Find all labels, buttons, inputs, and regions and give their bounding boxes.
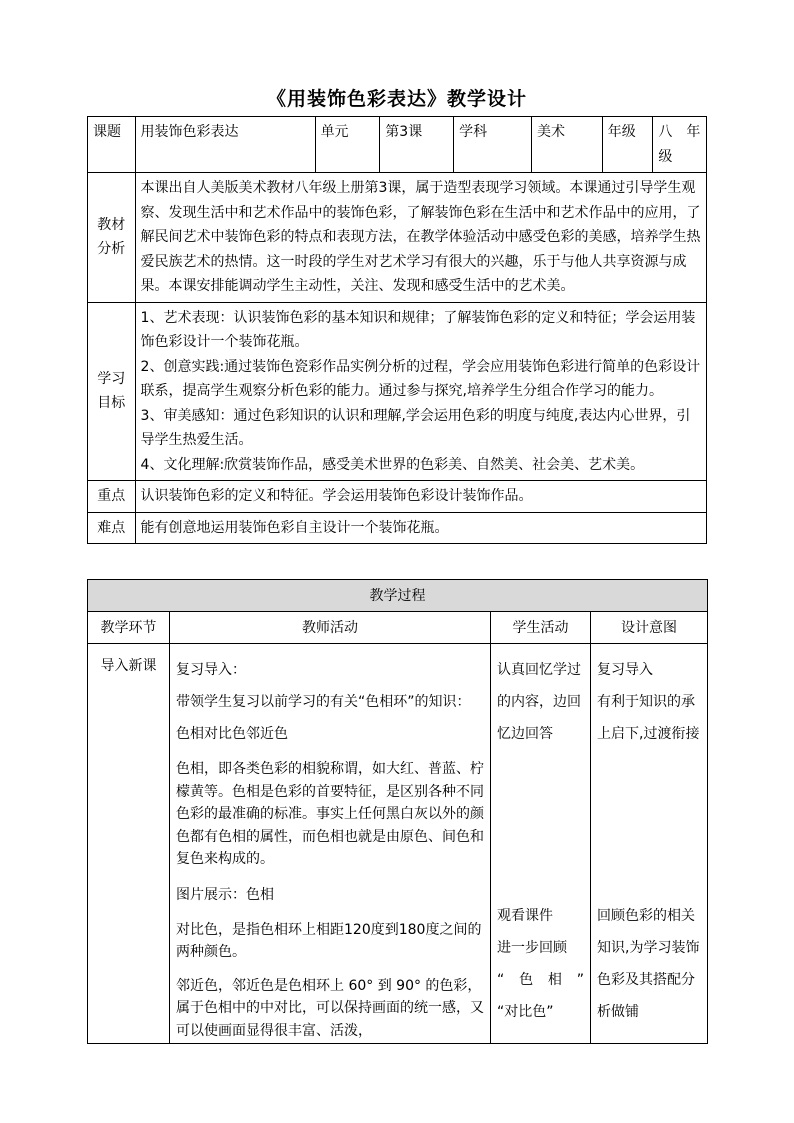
review-title: 复习导入： (176, 662, 246, 678)
goal-item: 2、创意实践:通过装饰色瓷彩作品实例分析的过程，学会应用装饰色彩进行简单的色彩设计联系，提高学生观察分析色彩的能力。通过参与探究,培养学生分组合作学习的能力。 (140, 358, 701, 399)
grade-label: 年级 (602, 117, 653, 173)
student-text-1: 认真回忆学过的内容，边回忆边回答 (497, 662, 581, 742)
adjacent-text: 邻近色，邻近色是色相环上 60° 到 90° 的色彩，属于色相中的中对比，可以保持画面的统一感，又可以使画面显得很丰富、活泼， (176, 977, 484, 1039)
process-title-row (88, 580, 708, 612)
grade-value-line-1: 八 年 (658, 124, 701, 140)
header-stage: 教学环节 (88, 612, 170, 644)
process-header-row (88, 612, 708, 644)
process-title: 教学过程 (88, 580, 708, 612)
difficulty-label: 难点 (88, 512, 136, 544)
review-text: 带领学生复习以前学习的有关“色相环”的知识：色相对比色邻近色 (176, 694, 471, 742)
topic-value: 用装饰色彩表达 (135, 117, 315, 173)
analysis-row (88, 173, 707, 303)
key-point-text: 认识装饰色彩的定义和特征。学会运用装饰色彩设计装饰作品。 (135, 481, 706, 513)
unit-label: 单元 (315, 117, 380, 173)
intent-text-1: 有利于知识的承上启下,过渡衔接 (597, 694, 700, 742)
intent-text-2: 回顾色彩的相关知识,为学习装饰色彩及其搭配分析做铺 (597, 908, 700, 1020)
document-title: 《用装饰色彩表达》教学设计 (266, 88, 527, 110)
goal-item: 3、审美感知：通过色彩知识的认识和理解,学会运用色彩的明度与纯度,表达内心世界，引导学生热爱生活。 (140, 407, 691, 448)
grade-value (653, 117, 707, 173)
goal-item: 1、艺术表现：认识装饰色彩的基本知识和规律；了解装饰色彩的定义和特征；学会运用装饰色彩设计一个装饰花瓶。 (140, 309, 696, 350)
difficulty-row (88, 512, 707, 544)
subject-value: 美术 (531, 117, 602, 173)
topic-label: 课题 (88, 117, 136, 173)
goals-text (135, 302, 706, 481)
analysis-text: 本课出自人美版美术教材八年级上册第3课，属于造型表现学习领域。本课通过引导学生观察、发现生活中和艺术作品中的装饰色彩，了解装饰色彩在生活中和艺术作品中的应用，了解民间艺术中装饰色彩的特点和表现方法，在教学体验活动中感受色彩的美感，培养学生热爱民族艺术的热情。这一时段的学生对艺术学习有很大的兴趣，乐于与他人共享资源与成果。本课安排能调动学生主动性，关注、发现和感受生活中的艺术美。 (135, 173, 706, 303)
header-intent: 设计意图 (591, 612, 708, 644)
intent-title: 复习导入 (597, 662, 653, 678)
hue-text: 色相，即各类色彩的相貌称谓，如大红、普蓝、柠檬黄等。色相是色彩的首要特征，是区别各种不同色彩的最准确的标准。事实上任何黑白灰以外的颜色都有色相的属性，而色相也就是由原色、间色和复色来构成的。 (176, 761, 484, 867)
student-activity-cell (491, 644, 591, 1044)
goal-item: 4、文化理解:欣赏装饰作品，感受美术世界的色彩美、自然美、社会美、艺术美。 (140, 456, 645, 473)
difficulty-text: 能有创意地运用装饰色彩自主设计一个装饰花瓶。 (135, 512, 706, 544)
goals-label: 学习 目标 (88, 302, 136, 481)
header-student: 学生活动 (491, 612, 591, 644)
goals-row (88, 302, 707, 481)
student-text-2: 观看课件 进一步回顾 “色相” “对比色” (497, 908, 584, 1020)
stage-cell: 导入新课 (88, 644, 170, 1044)
key-point-label: 重点 (88, 481, 136, 513)
process-row (88, 644, 708, 1044)
image-show-text: 图片展示：色相 (176, 886, 274, 903)
lesson-info-table (87, 116, 707, 544)
subject-label: 学科 (454, 117, 532, 173)
info-row (88, 117, 707, 173)
design-intent-cell (591, 644, 708, 1044)
teaching-process-table (87, 579, 708, 1044)
unit-value: 第3课 (380, 117, 454, 173)
contrast-text: 对比色，是指色相环上相距120度到180度之间的两种颜色。 (176, 921, 482, 960)
analysis-label: 教材 分析 (88, 173, 136, 303)
key-point-row (88, 481, 707, 513)
teacher-activity-cell (170, 644, 491, 1044)
header-teacher: 教师活动 (170, 612, 491, 644)
grade-value-line-2: 级 (658, 148, 673, 165)
